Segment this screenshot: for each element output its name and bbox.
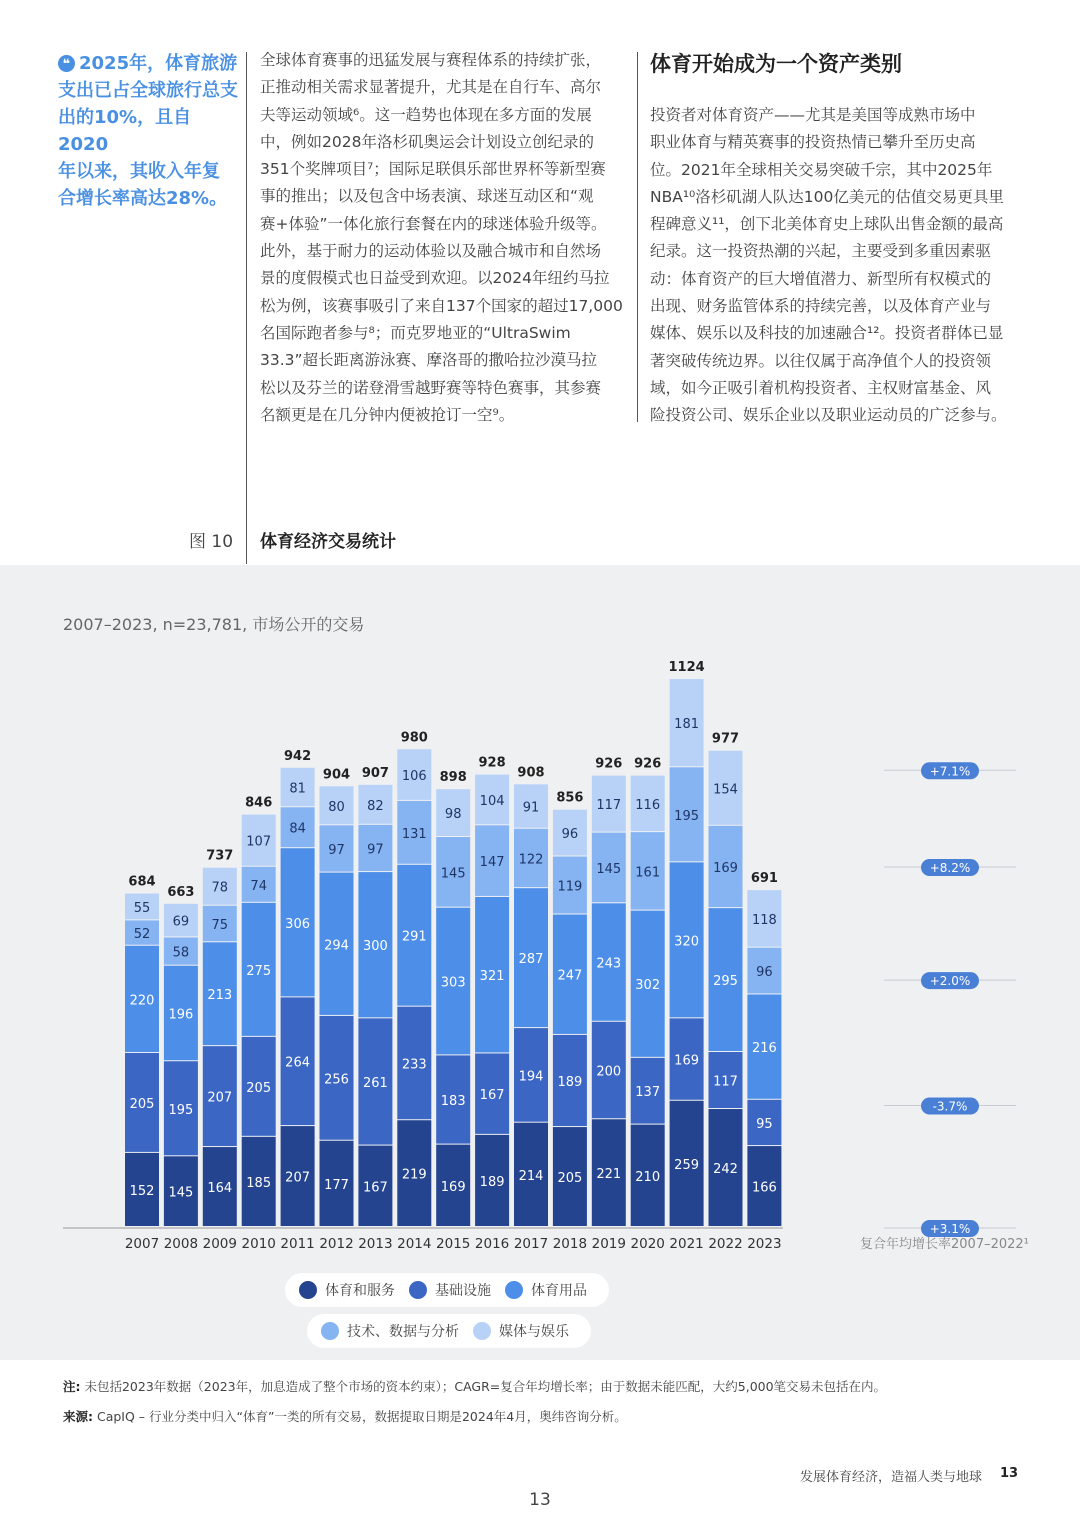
- bar-value-label: 205: [557, 1171, 583, 1187]
- figure-title: 体育经济交易统计: [260, 532, 396, 552]
- bar-value-label: 303: [440, 975, 466, 991]
- bar-value-label: 69: [172, 914, 190, 930]
- bar-value-label: 294: [324, 938, 349, 954]
- paragraph-line: 赛+体验”一体化旅行套餐在内的球迷体验升级等。: [260, 214, 607, 233]
- paragraph-line: 动：体育资产的巨大增值潜力、新型所有权模式的: [650, 269, 992, 288]
- cagr-axis-label: 复合年均增长率2007–2022¹: [860, 1237, 1029, 1252]
- chart-note: [63, 1377, 886, 1395]
- bar-value-label: 145: [168, 1185, 194, 1201]
- bar-value-label: 196: [168, 1007, 194, 1023]
- bar-value-label: 320: [674, 934, 700, 950]
- bar-value-label: 154: [713, 782, 738, 798]
- bar-value-label: 195: [168, 1102, 194, 1118]
- bar-value-label: 287: [518, 952, 544, 968]
- legend-item-sports-services: [299, 1280, 395, 1300]
- bar-value-label: 145: [440, 866, 466, 882]
- legend-label: 媒体与娱乐: [499, 1324, 569, 1340]
- bar-value-label: 185: [246, 1175, 272, 1191]
- legend-item-infrastructure: [409, 1280, 491, 1300]
- body-column-2: [650, 102, 1020, 430]
- stacked-bar-chart: [0, 565, 1080, 1265]
- pull-quote-line-3: 出的10%，且自2020: [58, 107, 192, 155]
- paragraph-line: 名额更是在几分钟内便被抢订一空⁹。: [260, 405, 515, 424]
- bar-value-label: 131: [401, 826, 427, 842]
- paragraph-line: 出现、财务监管体系的持续完善，以及体育产业与: [650, 297, 992, 316]
- x-tick-label: 2017: [513, 1236, 549, 1252]
- paragraph-line: 域，如今正吸引着机构投资者、主权财富基金、风: [650, 378, 992, 397]
- x-tick-label: 2007: [124, 1236, 160, 1252]
- x-tick-label: 2010: [241, 1236, 276, 1252]
- bar-value-label: 210: [635, 1169, 661, 1185]
- chart-subtitle: 2007–2023, n=23,781, 市场公开的交易: [63, 615, 365, 634]
- bar-value-label: 221: [596, 1167, 622, 1183]
- bar-total-label: 942: [284, 748, 312, 764]
- bar-value-label: 181: [674, 717, 700, 733]
- chart-source: [63, 1407, 627, 1425]
- footer-page-number: 13: [1000, 1466, 1019, 1481]
- bar-value-label: 207: [285, 1170, 311, 1186]
- legend-label: 基础设施: [435, 1283, 491, 1299]
- paragraph-line: NBA¹⁰洛杉矶湖人队达100亿美元的估值交易更具里: [650, 187, 1004, 206]
- section-title: 体育开始成为一个资产类别: [650, 52, 902, 76]
- paragraph-line: 程碑意义¹¹，创下北美体育史上球队出售金额的最高: [650, 215, 1004, 234]
- column-divider-right: [637, 52, 638, 422]
- legend-item-sporting-goods: [505, 1280, 587, 1300]
- bar-total-label: 856: [556, 790, 584, 806]
- bar-total-label: 928: [478, 755, 506, 771]
- bar-total-label: 684: [128, 874, 156, 890]
- source-label: 来源:: [63, 1409, 93, 1424]
- paragraph-line: 位。2021年全球相关交易突破千宗，其中2025年: [650, 160, 993, 179]
- x-tick-label: 2018: [552, 1236, 588, 1252]
- bar-value-label: 167: [362, 1180, 388, 1196]
- bar-total-label: 977: [711, 731, 740, 747]
- bar-value-label: 118: [751, 912, 777, 928]
- bar-value-label: 107: [246, 834, 272, 850]
- bar-value-label: 233: [401, 1057, 427, 1073]
- bar-value-label: 195: [674, 808, 700, 824]
- bar-value-label: 169: [674, 1053, 700, 1069]
- legend-label: 技术、数据与分析: [347, 1324, 459, 1340]
- bar-total-label: 904: [322, 767, 351, 783]
- bar-value-label: 122: [518, 852, 544, 868]
- note-text: 未包括2023年数据（2023年，加息造成了整个市场的资本约束）；CAGR=复合年均增长率；由于数据未能匹配，大约5,000笔交易未包括在内。: [84, 1379, 887, 1394]
- bar-total-label: 926: [634, 756, 662, 772]
- legend-swatch: [321, 1322, 339, 1340]
- paragraph-line: 夫等运动领域⁶。这一趋势也体现在多方面的发展: [260, 105, 592, 124]
- bar-total-label: 846: [245, 795, 273, 811]
- bar-value-label: 220: [129, 993, 155, 1009]
- cagr-value: +3.1%: [929, 1222, 971, 1237]
- bar-value-label: 104: [479, 793, 505, 809]
- x-tick-label: 2019: [591, 1236, 626, 1252]
- bar-value-label: 219: [401, 1167, 427, 1183]
- bar-value-label: 119: [557, 879, 583, 895]
- legend-row-1: [285, 1273, 609, 1307]
- bar-value-label: 256: [324, 1072, 349, 1088]
- bar-value-label: 183: [440, 1094, 466, 1110]
- x-tick-label: 2023: [747, 1236, 782, 1252]
- bar-value-label: 117: [713, 1074, 738, 1090]
- bar-value-label: 95: [756, 1116, 773, 1132]
- bar-value-label: 177: [324, 1177, 349, 1193]
- paragraph-line: 松以及芬兰的诺登滑雪越野赛等特色赛事，其参赛: [260, 378, 602, 397]
- paragraph-line: 33.3”超长距离游泳赛、摩洛哥的撒哈拉沙漠马拉: [260, 351, 598, 370]
- legend-swatch: [473, 1322, 491, 1340]
- bar-value-label: 97: [367, 842, 384, 858]
- bar-value-label: 169: [440, 1179, 466, 1195]
- bar-value-label: 84: [289, 821, 306, 837]
- paragraph-line: 此外，基于耐力的运动体验以及融合城市和自然场: [260, 242, 602, 261]
- legend-row-2: [307, 1314, 591, 1348]
- pull-quote-line-4: 年以来，其收入年复: [58, 161, 220, 182]
- legend-swatch: [299, 1281, 317, 1299]
- bar-value-label: 152: [129, 1183, 155, 1199]
- x-tick-label: 2014: [397, 1236, 432, 1252]
- bar-value-label: 166: [751, 1180, 777, 1196]
- paragraph-line: 正推动相关需求显著提升，尤其是在自行车、高尔: [260, 78, 602, 97]
- bar-value-label: 91: [522, 800, 540, 816]
- bar-value-label: 264: [285, 1055, 311, 1071]
- bar-value-label: 75: [211, 918, 229, 934]
- x-tick-label: 2011: [280, 1236, 315, 1252]
- bar-value-label: 74: [250, 878, 267, 894]
- bar-value-label: 55: [133, 900, 151, 916]
- x-tick-label: 2008: [163, 1236, 199, 1252]
- bar-value-label: 207: [207, 1090, 233, 1106]
- bar-value-label: 167: [479, 1088, 505, 1104]
- bar-total-label: 663: [167, 884, 195, 900]
- body-column-1: [260, 47, 626, 429]
- bar-total-label: 980: [400, 730, 428, 746]
- legend-label: 体育用品: [531, 1283, 587, 1299]
- bar-value-label: 169: [713, 860, 738, 876]
- bar-value-label: 116: [635, 797, 661, 813]
- bar-value-label: 52: [133, 927, 151, 943]
- page-number: 13: [529, 1490, 551, 1510]
- paragraph-line: 全球体育赛事的迅猛发展与赛程体系的持续扩张，: [260, 51, 602, 69]
- bar-value-label: 214: [518, 1168, 544, 1184]
- bar-value-label: 247: [557, 968, 583, 984]
- bar-value-label: 205: [129, 1096, 155, 1112]
- source-text: CapIQ – 行业分类中归入“体育”一类的所有交易，数据提取日期是2024年4月，奥纬咨询分析。: [96, 1409, 627, 1424]
- bar-value-label: 189: [479, 1174, 505, 1190]
- paragraph-line: 险投资公司、娱乐企业以及职业运动员的广泛参与。: [650, 406, 1007, 425]
- legend-item-tech-data: [321, 1321, 459, 1341]
- bar-value-label: 98: [444, 807, 462, 823]
- legend-item-media-entertainment: [473, 1321, 569, 1341]
- x-tick-label: 2020: [630, 1236, 665, 1252]
- bar-value-label: 82: [367, 798, 384, 814]
- paragraph-line: 媒体、娱乐以及科技的加速融合¹²。投资者群体已显: [650, 324, 1004, 343]
- bar-value-label: 243: [596, 956, 622, 972]
- bar-value-label: 117: [596, 798, 622, 814]
- bar-value-label: 106: [401, 769, 427, 785]
- bar-value-label: 200: [596, 1064, 622, 1080]
- bar-value-label: 161: [635, 865, 661, 881]
- paragraph-line: 中，例如2028年洛杉矶奥运会计划设立创纪录的: [260, 132, 594, 151]
- paragraph-line: 景的度假模式也日益受到欢迎。以2024年纽约马拉: [260, 269, 610, 288]
- bar-total-label: 907: [361, 765, 389, 781]
- bar-value-label: 81: [289, 781, 306, 797]
- legend-swatch: [409, 1281, 427, 1299]
- pull-quote: [58, 50, 238, 212]
- pull-quote-line-2: 支出已占全球旅行总支: [58, 80, 238, 101]
- bar-value-label: 145: [596, 861, 622, 877]
- bar-value-label: 291: [401, 929, 427, 945]
- bar-value-label: 261: [362, 1075, 388, 1091]
- x-tick-label: 2012: [319, 1236, 354, 1252]
- note-label: 注:: [63, 1379, 81, 1394]
- quote-icon: ❝: [58, 55, 75, 72]
- pull-quote-line-5: 合增长率高达28%。: [58, 188, 228, 209]
- bar-value-label: 295: [713, 974, 738, 990]
- bar-value-label: 164: [207, 1181, 233, 1197]
- cagr-value: -3.7%: [932, 1099, 968, 1114]
- bar-value-label: 213: [207, 988, 233, 1004]
- footer-title: 发展体育经济，造福人类与地球: [799, 1470, 982, 1485]
- cagr-value: +8.2%: [929, 860, 971, 875]
- bar-value-label: 189: [557, 1074, 583, 1090]
- bar-value-label: 242: [713, 1162, 738, 1178]
- bar-total-label: 737: [206, 848, 234, 864]
- bar-value-label: 80: [328, 799, 345, 815]
- bar-value-label: 58: [172, 945, 190, 961]
- bar-value-label: 321: [479, 969, 505, 985]
- bar-total-label: 691: [750, 871, 778, 887]
- bar-value-label: 96: [561, 827, 579, 843]
- paragraph-line: 名国际跑者参与⁸；而克罗地亚的“UltraSwim: [260, 323, 571, 342]
- x-tick-label: 2013: [358, 1236, 393, 1252]
- x-tick-label: 2016: [474, 1236, 510, 1252]
- x-tick-label: 2015: [436, 1236, 471, 1252]
- cagr-value: +7.1%: [929, 764, 971, 779]
- legend-label: 体育和服务: [325, 1283, 395, 1299]
- bar-value-label: 97: [328, 842, 345, 858]
- legend-swatch: [505, 1281, 523, 1299]
- paragraph-line: 纪录。这一投资热潮的兴起，主要受到多重因素驱: [650, 242, 992, 261]
- bar-value-label: 78: [211, 880, 229, 896]
- bar-value-label: 96: [756, 965, 773, 981]
- paragraph-line: 投资者对体育资产——尤其是美国等成熟市场中: [650, 106, 976, 124]
- bar-total-label: 926: [595, 756, 623, 772]
- bar-value-label: 147: [479, 855, 505, 871]
- bar-value-label: 216: [751, 1041, 777, 1057]
- cagr-value: +2.0%: [929, 974, 971, 989]
- bar-value-label: 205: [246, 1080, 272, 1096]
- bar-value-label: 259: [674, 1157, 700, 1173]
- bar-total-label: 908: [517, 765, 545, 781]
- paragraph-line: 松为例，该赛事吸引了来自137个国家的超过17,000: [260, 296, 623, 315]
- x-tick-label: 2021: [669, 1236, 704, 1252]
- bar-value-label: 137: [635, 1085, 661, 1101]
- bar-value-label: 275: [246, 963, 272, 979]
- paragraph-line: 著突破传统边界。以往仅属于高净值个人的投资领: [650, 351, 992, 370]
- paragraph-line: 351个奖牌项目⁷；国际足联俱乐部世界杯等新型赛: [260, 160, 606, 179]
- paragraph-line: 事的推出；以及包含中场表演、球迷互动区和“观: [260, 187, 594, 206]
- x-tick-label: 2009: [202, 1236, 237, 1252]
- bar-total-label: 1124: [668, 660, 705, 676]
- pull-quote-line-1: 2025年，体育旅游: [79, 53, 238, 74]
- figure-label: 图 10: [189, 532, 234, 552]
- bar-total-label: 898: [439, 770, 467, 786]
- x-tick-label: 2022: [708, 1236, 743, 1252]
- paragraph-line: 职业体育与精英赛事的投资热情已攀升至历史高: [650, 133, 976, 152]
- column-divider-left: [246, 52, 247, 564]
- bar-value-label: 302: [635, 978, 661, 994]
- bar-value-label: 300: [362, 939, 388, 955]
- bar-value-label: 194: [518, 1069, 544, 1085]
- bar-value-label: 306: [285, 916, 311, 932]
